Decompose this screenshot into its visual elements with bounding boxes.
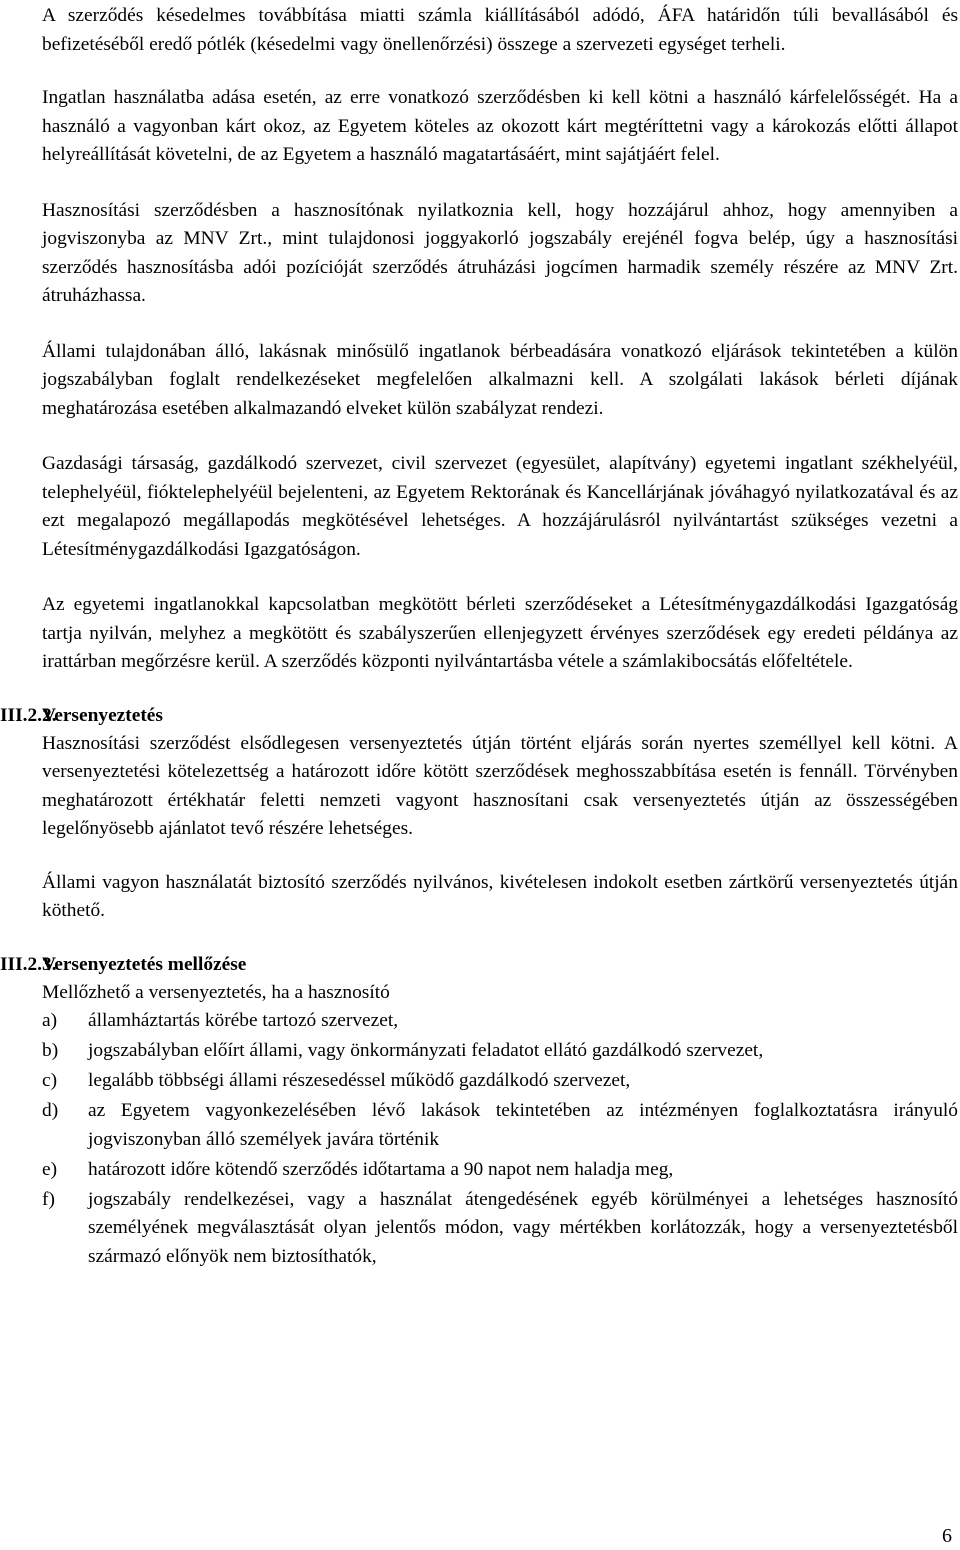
exemption-list <box>42 1007 958 1271</box>
list-item <box>42 1186 958 1272</box>
document-page <box>0 2 958 1273</box>
list-item <box>42 1037 958 1066</box>
section-number: III.2.2. <box>0 704 57 726</box>
section-title: Versenyeztetés mellőzése <box>42 953 247 975</box>
list-item-text: határozott időre kötendő szerződés időtartama a 90 napot nem haladja meg, <box>88 1158 674 1180</box>
list-item <box>42 1067 958 1096</box>
paragraph-registered-seat: Gazdasági társaság, gazdálkodó szervezet, civil szervezet (egyesület, alapítvány) egyetemi ingatlant székhelyéül, telephelyéül, fióktelephelyéül bejelenteni, az Egyetem Rektorának és Kancellárjának jóváhagyó nyilatkozatával és az ezt megalapozó megállapodás megkötésével lehetséges. A hozzájárulásról nyilvántartást szükséges vezetni a Létesítménygazdálkodási Igazgatóságon. <box>42 453 958 560</box>
list-marker: b) <box>42 1040 59 1061</box>
list-item-text: az Egyetem vagyonkezelésében lévő lakások tekintetében az intézményen foglalkoztatásra irányuló jogviszonyban álló személyek javára történik <box>88 1100 958 1150</box>
list-marker: f) <box>42 1188 55 1210</box>
paragraph-tendering: Hasznosítási szerződést elsődlegesen versenyeztetés útján történt eljárás során nyertes személlyel kell kötni. A versenyeztetési kötelezettség a határozott időre kötött szerződések meghosszabbítása esetén is fennáll. Törvényben meghatározott értékhatár feletti nemzeti vagyont hasznosítani csak versenyeztetés útján az összességében legelőnyösebb ajánlatot tevő részére lehetséges. <box>42 732 958 839</box>
section-title: Versenyeztetés <box>42 704 163 726</box>
paragraph-contract-registry: Az egyetemi ingatlanokkal kapcsolatban megkötött bérleti szerződéseket a Létesítménygazdálkodási Igazgatóság tartja nyilván, melyhez a megkötött és szabályszerűen ellenjegyzett érvényes szerződések egy eredeti példánya az irattárban megőrzésre kerül. A szerződés központi nyilvántartásba vétele a számlakibocsátás előfeltétele. <box>42 594 958 672</box>
paragraph-mnv-transfer: Hasznosítási szerződésben a hasznosítónak nyilatkoznia kell, hogy hozzájárul ahhoz, hogy amennyiben a jogviszonyba az MNV Zrt., mint tulajdonosi joggyakorló jogszabály erejénél fogva belép, úgy a hasznosítási szerződés hasznosításba adói pozícióját szerződés átruházási jogcímen harmadik személy részére az MNV Zrt. átruházhassa. <box>42 199 958 306</box>
list-marker: c) <box>42 1070 58 1091</box>
list-item <box>42 1156 958 1185</box>
paragraph-state-housing: Állami tulajdonában álló, lakásnak minősülő ingatlanok bérbeadására vonatkozó eljárások tekintetében a külön jogszabályban foglalt rendelkezéseket megfelelően alkalmazni kell. A szolgálati lakások bérleti díjának meghatározása esetében alkalmazandó elveket külön szabályzat rendezi. <box>42 340 958 419</box>
section-heading-versenyeztetes <box>0 702 958 730</box>
list-item-text: jogszabályban előírt állami, vagy önkormányzati feladatot ellátó gazdálkodó szervezet, <box>88 1040 764 1061</box>
paragraph-vat-surcharge: A szerződés késedelmes továbbítása miatti számla kiállításából adódó, ÁFA határidőn túli bevallásából és befizetéséből eredő pótlék (késedelmi vagy önellenőrzési) összege a szervezeti egységet terheli. <box>42 5 958 55</box>
section-number: III.2.3. <box>0 953 57 975</box>
paragraph-liability: Ingatlan használatba adása esetén, az erre vonatkozó szerződésben ki kell kötni a használó kárfelelősségét. Ha a használó a vagyonban kárt okoz, az Egyetem köteles az okozott kárt megtéríttetni vagy a károkozás előtti állapot helyreállítását követelni, de az Egyetem a használó magatartásáért, mint sajátjáért felel. <box>42 87 958 165</box>
list-item <box>42 1007 958 1036</box>
list-marker: e) <box>42 1158 58 1180</box>
list-item-text: legalább többségi állami részesedéssel működő gazdálkodó szervezet, <box>88 1070 631 1091</box>
list-item <box>42 1097 958 1154</box>
list-item-text: államháztartás körébe tartozó szervezet, <box>88 1010 399 1031</box>
paragraph-public-tender: Állami vagyon használatát biztosító szerződés nyilvános, kivételesen indokolt esetben zártkörű versenyeztetés útján köthető. <box>42 871 958 921</box>
list-marker: a) <box>42 1010 58 1031</box>
section-heading-mellozes <box>0 951 958 979</box>
list-marker: d) <box>42 1100 59 1121</box>
list-intro: Mellőzhető a versenyeztetés, ha a hasznosító <box>42 981 390 1003</box>
list-item-text: jogszabály rendelkezései, vagy a használat átengedésének egyéb körülményei a lehetséges hasznosító személyének megválasztását olyan jelentős módon, vagy mértékben korlátozzák, hogy a versenyeztetésből származó előnyök nem biztosíthatók, <box>88 1188 958 1267</box>
page-number: 6 <box>942 1525 952 1547</box>
